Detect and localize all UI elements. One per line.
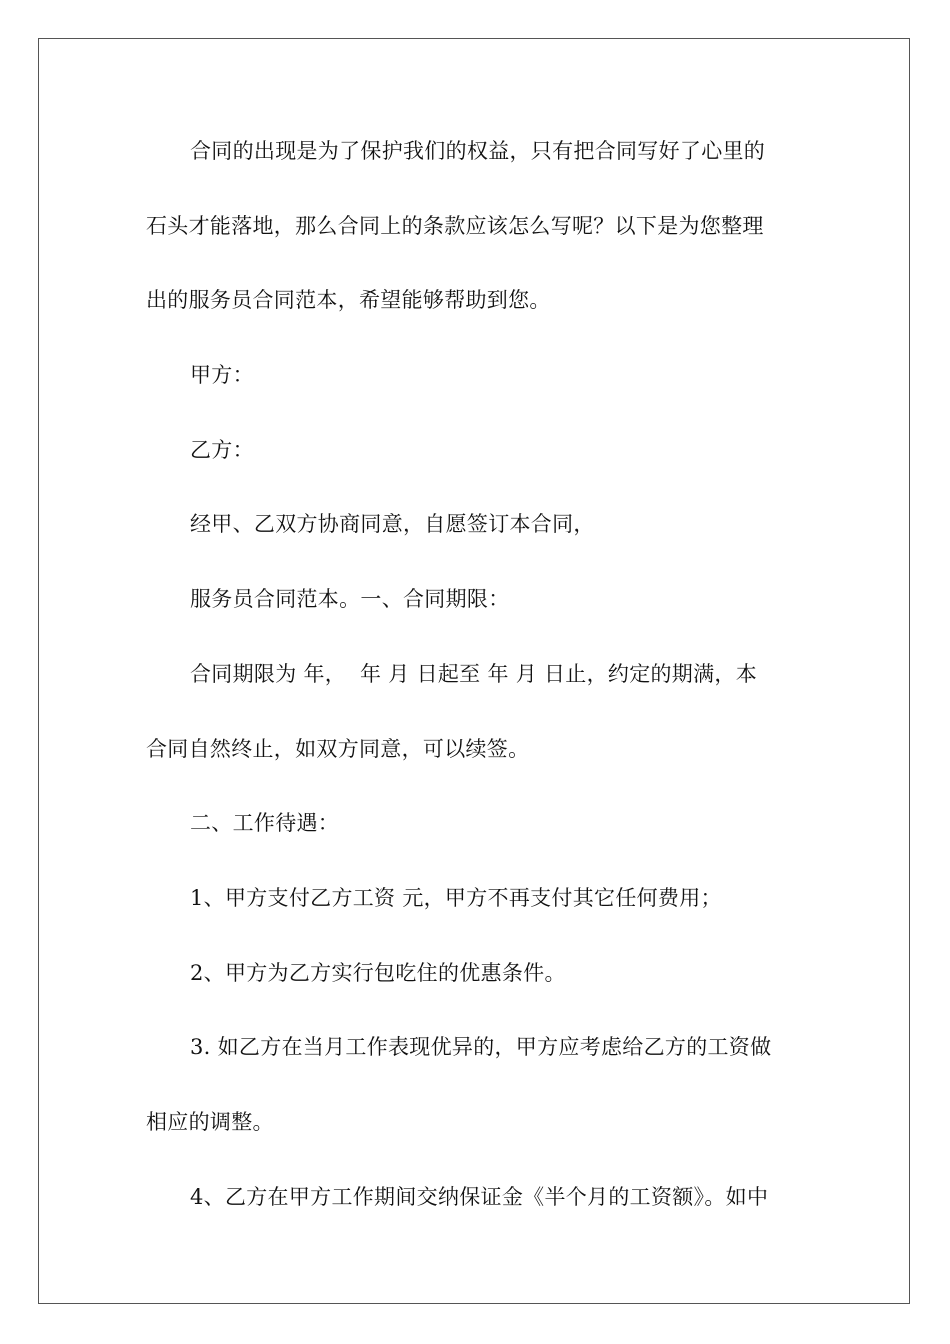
contract-term-line-2: 合同自然终止，如双方同意，可以续签。 <box>146 736 530 761</box>
paragraph-intro-line-3: 出的服务员合同范本，希望能够帮助到您。 <box>146 288 551 313</box>
clause-3-line-2: 相应的调整。 <box>146 1109 274 1134</box>
clause-3-line-1: 3. 如乙方在当月工作表现优异的，甲方应考虑给乙方的工资做 <box>190 1035 772 1060</box>
agreement-statement: 经甲、乙双方协商同意，自愿签订本合同， <box>190 512 595 537</box>
clause-4-line-1: 4、乙方在甲方工作期间交纳保证金《半个月的工资额》。如中 <box>190 1184 769 1209</box>
section-1-heading: 服务员合同范本。一、合同期限： <box>190 587 510 612</box>
paragraph-intro-line-2: 石头才能落地，那么合同上的条款应该怎么写呢？以下是为您整理 <box>146 213 764 238</box>
contract-term-line-1: 合同期限为 年， 年 月 日起至 年 月 日止，约定的期满，本 <box>190 661 757 686</box>
party-a-label: 甲方： <box>190 363 254 388</box>
clause-1: 1、甲方支付乙方工资 元，甲方不再支付其它任何费用； <box>190 885 722 910</box>
party-b-label: 乙方： <box>190 437 254 462</box>
section-2-heading: 二、工作待遇： <box>190 811 340 836</box>
clause-2: 2、甲方为乙方实行包吃住的优惠条件。 <box>190 960 566 985</box>
document-body <box>146 128 806 1248</box>
paragraph-intro-line-1: 合同的出现是为了保护我们的权益，只有把合同写好了心里的 <box>190 139 766 163</box>
